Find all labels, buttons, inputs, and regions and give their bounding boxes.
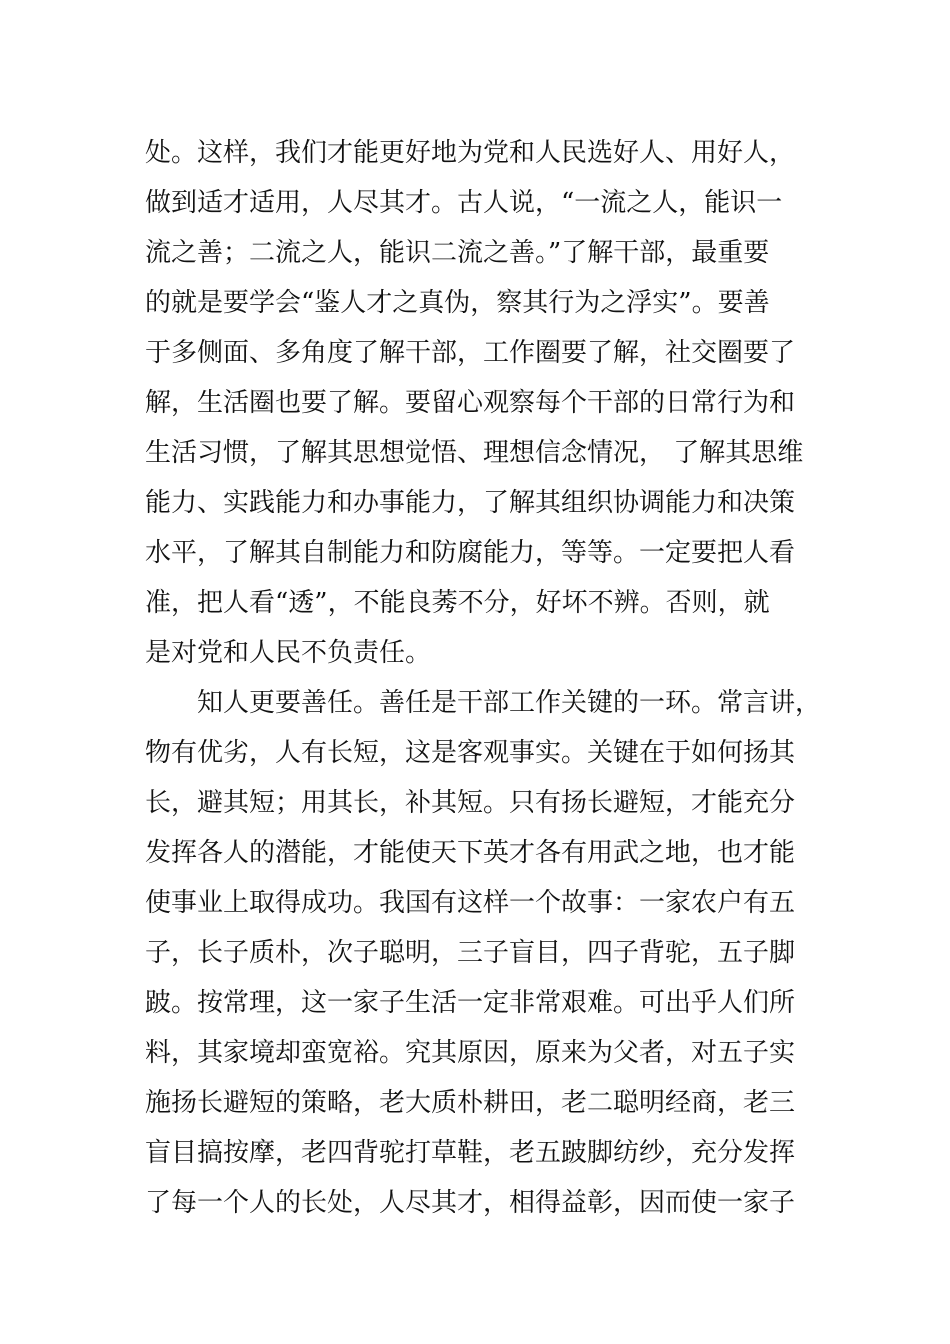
text-line: 水平，了解其自制能力和防腐能力，等等。一定要把人看 [145,538,796,568]
text-line: 于多侧面、多角度了解干部，工作圈要了解，社交圈要了 [145,338,796,368]
text-line: 使事业上取得成功。我国有这样一个故事：一家农户有五 [145,888,796,918]
text-line: 做到适才适用，人尽其才。古人说，“一流之人，能识一 [145,188,783,218]
text-line: 长，避其短；用其长，补其短。只有扬长避短，才能充分 [145,788,796,818]
text-line: 物有优劣，人有长短，这是客观事实。关键在于如何扬其 [145,738,796,768]
text-line: 盲目搞按摩，老四背驼打草鞋，老五跛脚纺纱，充分发挥 [145,1138,796,1168]
text-line: 是对党和人民不负责任。 [145,638,432,668]
text-line: 子，长子质朴，次子聪明，三子盲目，四子背驼，五子脚 [145,938,796,968]
text-line: 的就是要学会“鉴人才之真伪，察其行为之浮实”。要善 [145,288,770,318]
text-line: 解，生活圈也要了解。要留心观察每个干部的日常行为和 [145,388,796,418]
text-line: 料，其家境却蛮宽裕。究其原因，原来为父者，对五子实 [145,1038,796,1068]
body-text [145,128,835,1228]
text-line: 施扬长避短的策略，老大质朴耕田，老二聪明经商，老三 [145,1088,796,1118]
text-line: 生活习惯，了解其思想觉悟、理想信念情况， 了解其思维 [145,438,804,468]
text-line: 发挥各人的潜能，才能使天下英才各有用武之地，也才能 [145,838,796,868]
text-line: 跛。按常理，这一家子生活一定非常艰难。可出乎人们所 [145,988,796,1018]
text-line: 处。这样，我们才能更好地为党和人民选好人、用好人， [145,138,796,168]
text-line: 能力、实践能力和办事能力，了解其组织协调能力和决策 [145,488,796,518]
text-line: 准，把人看“透”，不能良莠不分，好坏不辨。否则，就 [145,588,770,618]
text-line: 流之善；二流之人，能识二流之善。”了解干部，最重要 [145,238,770,268]
text-line: 了每一个人的长处，人尽其才，相得益彰，因而使一家子 [145,1188,796,1218]
text-line: 知人更要善任。善任是干部工作关键的一环。常言讲， [145,688,822,718]
